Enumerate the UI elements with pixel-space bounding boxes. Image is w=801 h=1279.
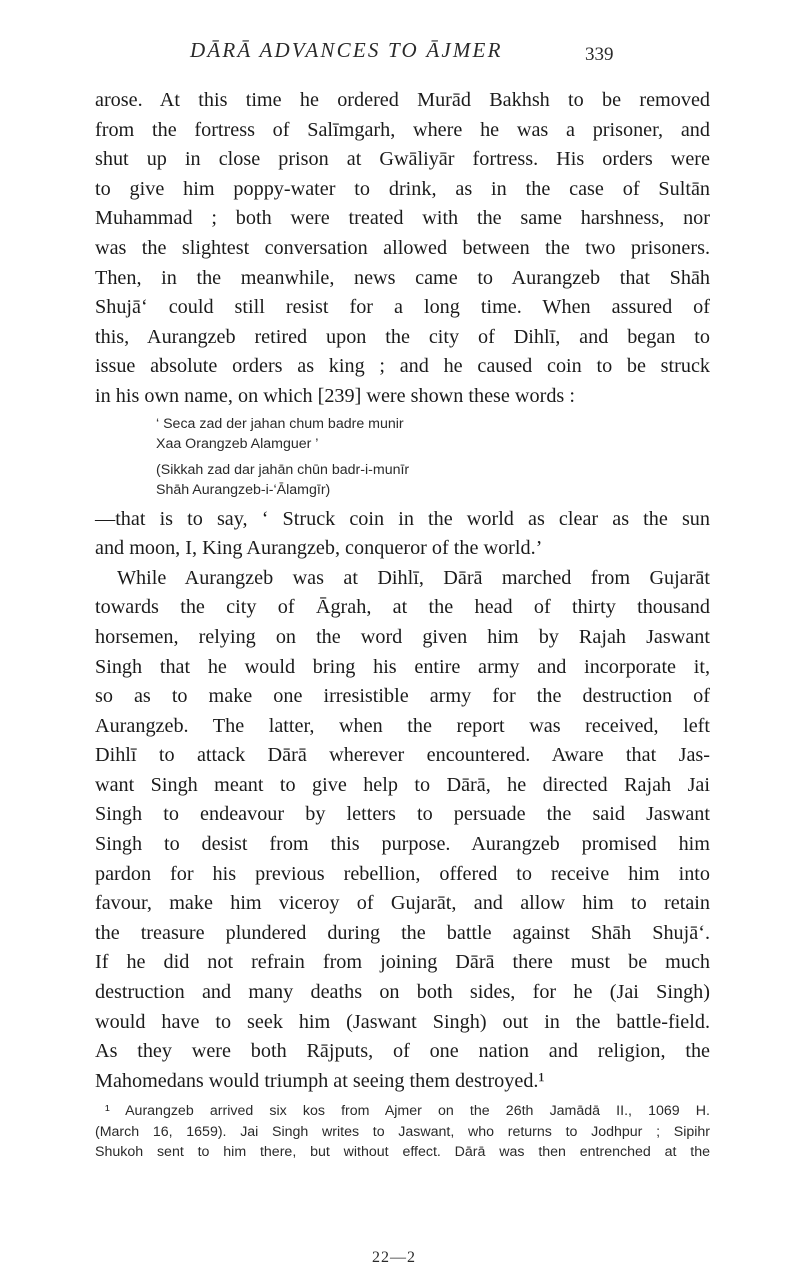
footnote-line: Shukoh sent to him there, but without effect. Dārā was then entrenched at the <box>95 1144 710 1161</box>
text-line: Shujā‘ could still resist for a long time. When assured of <box>95 296 710 319</box>
text-line: from the fortress of Salīmgarh, where he was a prisoner, and <box>95 118 710 141</box>
text-line: Singh to desist from this purpose. Aurangzeb promised him <box>95 833 710 856</box>
text-line: was the slightest conversation allowed between the two prisoners. <box>95 236 710 259</box>
footnote-line: (March 16, 1659). Jai Singh writes to Jaswant, who returns to Jodhpur ; Sipihr <box>95 1123 710 1140</box>
text-line: pardon for his previous rebellion, offered to receive him into <box>95 862 710 885</box>
quote-transliteration-line: (Sikkah zad dar jahān chūn badr-i-munīr <box>156 461 410 478</box>
text-line: destruction and many deaths on both sides, for he (Jai Singh) <box>95 981 710 1004</box>
text-line: horsemen, relying on the word given him by Rajah Jaswant <box>95 625 710 648</box>
text-line: While Aurangzeb was at Dihlī, Dārā marched from Gujarāt <box>117 566 710 589</box>
text-line: so as to make one irresistible army for the destruction of <box>95 685 710 708</box>
text-line: As they were both Rājputs, of one nation and religion, the <box>95 1040 710 1063</box>
text-line: would have to seek him (Jaswant Singh) out in the battle-field. <box>95 1010 710 1033</box>
text-line: If he did not refrain from joining Dārā there must be much <box>95 951 710 974</box>
text-line: Then, in the meanwhile, news came to Aurangzeb that Shāh <box>95 266 710 289</box>
text-line: favour, make him viceroy of Gujarāt, and allow him to retain <box>95 892 710 915</box>
text-line: in his own name, on which [239] were shown these words : <box>95 384 575 407</box>
page-number: 339 <box>585 44 614 65</box>
text-line: the treasure plundered during the battle against Shāh Shujā‘. <box>95 921 710 944</box>
quote-line: Xaa Orangzeb Alamguer ’ <box>156 436 319 453</box>
printer-signature-mark <box>0 1249 801 1273</box>
quote-transliteration-line: Shāh Aurangzeb-i-‘Ālamgīr) <box>156 482 331 499</box>
body-text <box>95 86 710 1163</box>
running-head <box>0 38 801 68</box>
text-line: Muhammad ; both were treated with the same harshness, nor <box>95 207 710 230</box>
coin-inscription-quote <box>95 414 710 501</box>
footnote-line: ¹ Aurangzeb arrived six kos from Ajmer on the 26th Jamādā II., 1069 H. <box>105 1103 710 1120</box>
running-title: DĀRĀ ADVANCES TO ĀJMER <box>190 38 503 62</box>
paragraph-2 <box>95 505 710 564</box>
paragraph-1 <box>95 86 710 412</box>
text-line: want Singh meant to give help to Dārā, he directed Rajah Jai <box>95 773 710 796</box>
text-line: shut up in close prison at Gwāliyār fortress. His orders were <box>95 148 710 171</box>
text-line: towards the city of Āgrah, at the head of thirty thousand <box>95 596 710 619</box>
text-line: Aurangzeb. The latter, when the report was received, left <box>95 714 710 737</box>
text-line: Singh to endeavour by letters to persuade the said Jaswant <box>95 803 710 826</box>
text-line: to give him poppy-water to drink, as in the case of Sultān <box>95 177 710 200</box>
paragraph-3 <box>95 564 710 1097</box>
quote-line: ‘ Seca zad der jahan chum badre munir <box>156 415 404 432</box>
text-line: issue absolute orders as king ; and he caused coin to be struck <box>95 355 710 378</box>
text-line: this, Aurangzeb retired upon the city of Dihlī, and began to <box>95 325 710 348</box>
text-line: arose. At this time he ordered Murād Bakhsh to be removed <box>95 89 710 111</box>
text-line: and moon, I, King Aurangzeb, conqueror of the world.’ <box>95 537 543 560</box>
footnote <box>95 1101 710 1162</box>
text-line: —that is to say, ‘ Struck coin in the world as clear as the sun <box>95 507 710 530</box>
text-line: Singh that he would bring his entire army and incorporate it, <box>95 655 710 678</box>
signature-mark-text: 22—2 <box>372 1249 416 1266</box>
text-line: Mahomedans would triumph at seeing them destroyed.¹ <box>95 1069 545 1092</box>
text-line: Dihlī to attack Dārā wherever encountered. Aware that Jas- <box>95 744 710 767</box>
